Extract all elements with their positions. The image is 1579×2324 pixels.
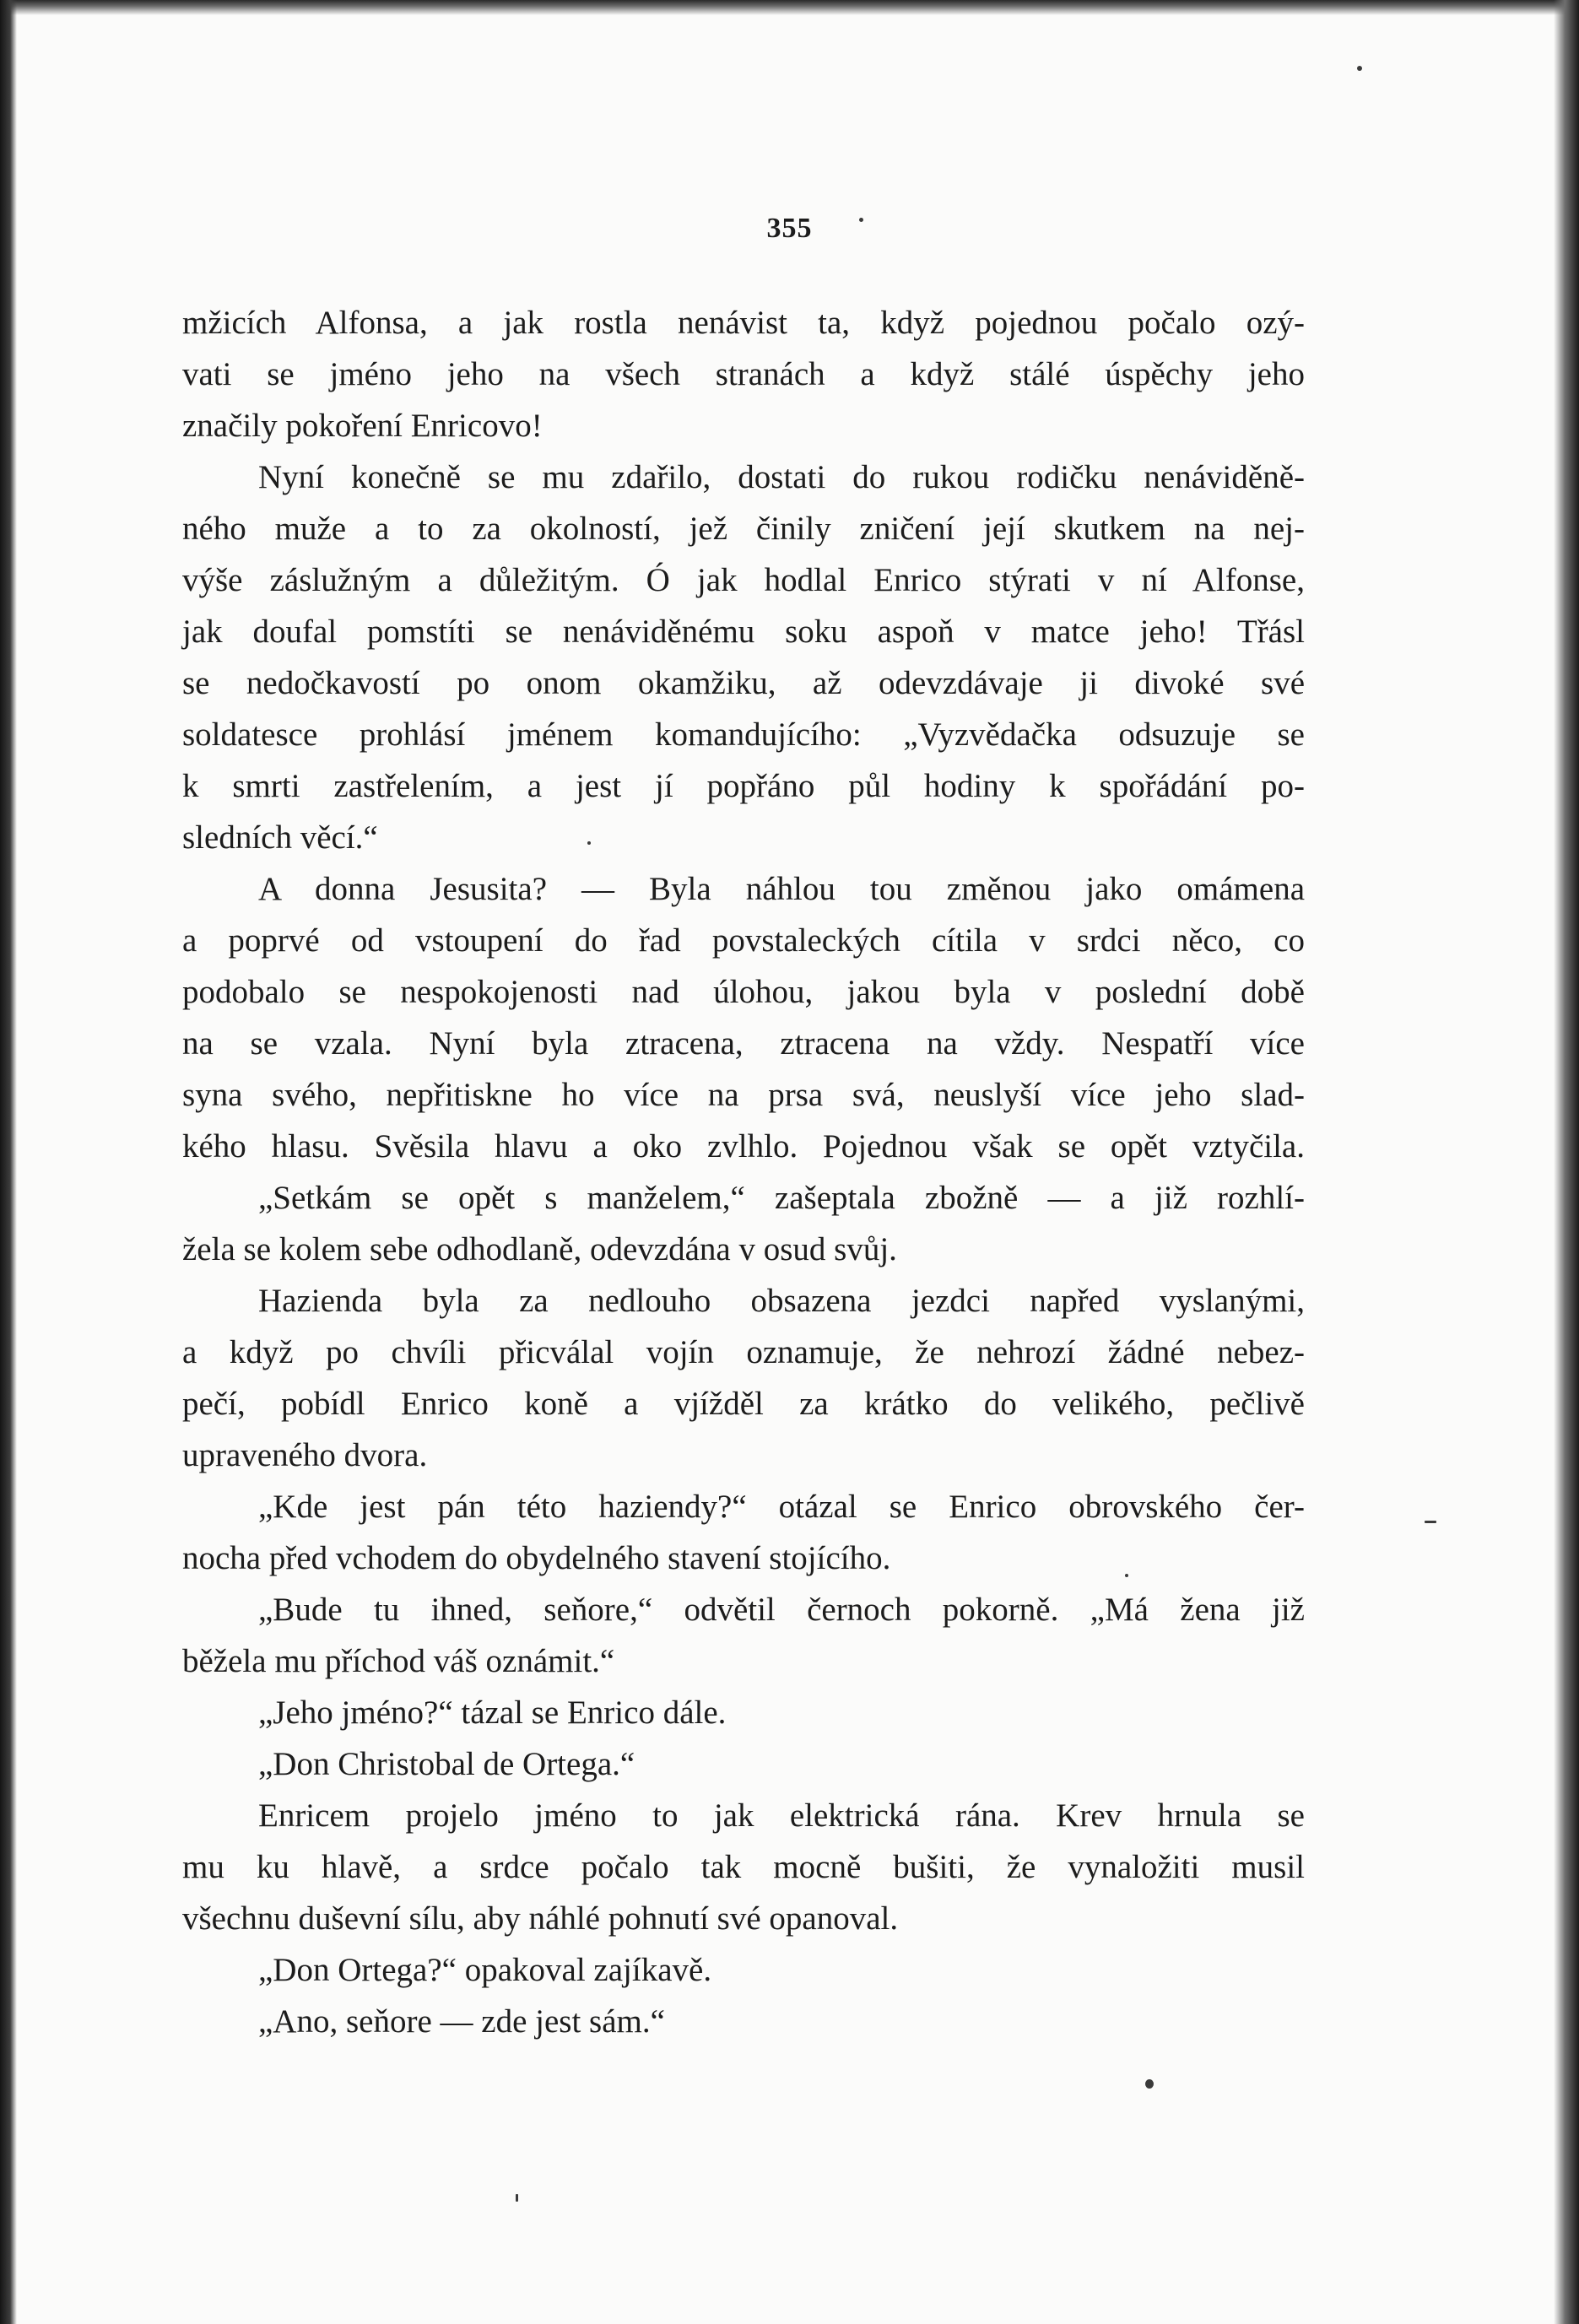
- scan-edge-left: [0, 0, 17, 2324]
- scan-edge-right: [1554, 0, 1579, 2324]
- text-line: soldatesce prohlásí jménem komandujícího: „Vyzvědačka odsuzuje se: [182, 716, 1305, 753]
- page-number: 355: [766, 213, 813, 244]
- body-text: [182, 297, 1305, 2047]
- text-line: na se vzala. Nyní byla ztracena, ztracena na vždy. Nespatří více: [182, 1025, 1305, 1062]
- text-line: syna svého, nepřitiskne ho více na prsa svá, neuslyší více jeho slad-: [182, 1077, 1305, 1113]
- text-line: podobalo se nespokojenosti nad úlohou, jakou byla v poslední době: [182, 974, 1305, 1010]
- text-line: „Kde jest pán této haziendy?“ otázal se Enrico obrovského čer-: [258, 1489, 1305, 1525]
- text-line: Enricem projelo jméno to jak elektrická rána. Krev hrnula se: [258, 1797, 1305, 1834]
- text-line: se nedočkavostí po onom okamžiku, až odevzdávaje ji divoké své: [182, 665, 1305, 701]
- text-line: a poprvé od vstoupení do řad povstaleckých cítila v srdci něco, co: [182, 922, 1305, 959]
- text-line: vati se jméno jeho na všech stranách a když stálé úspěchy jeho: [182, 356, 1305, 392]
- text-line: „Don Christobal de Ortega.“: [258, 1746, 635, 1782]
- text-line: pečí, pobídl Enrico koně a vjížděl za krátko do velikého, pečlivě: [182, 1386, 1305, 1422]
- text-line: Hazienda byla za nedlouho obsazena jezdci napřed vyslanými,: [258, 1283, 1305, 1319]
- text-line: mžicích Alfonsa, a jak rostla nenávist ta, když pojednou počalo ozý-: [182, 305, 1305, 341]
- text-line: k smrti zastřelením, a jest jí popřáno půl hodiny k spořádání po-: [182, 768, 1305, 804]
- text-line: výše záslužným a důležitým. Ó jak hodlal Enrico stýrati v ní Alfonse,: [182, 562, 1305, 598]
- text-line: ného muže a to za okolností, jež činily zničení její skutkem na nej-: [182, 511, 1305, 547]
- text-line: jak doufal pomstíti se nenáviděnému soku aspoň v matce jeho! Třásl: [182, 613, 1305, 650]
- scan-speck: [1145, 2079, 1154, 2089]
- text-line: „Don Ortega?“ opakoval zajíkavě.: [258, 1952, 712, 1988]
- text-line: nocha před vchodem do obydelného stavení stojícího.: [182, 1540, 891, 1576]
- text-line: upraveného dvora.: [182, 1437, 428, 1473]
- scan-speck: [1357, 66, 1362, 71]
- text-line: Nyní konečně se mu zdařilo, dostati do rukou rodičku nenáviděně-: [258, 459, 1305, 495]
- text-line: běžela mu příchod váš oznámit.“: [182, 1643, 615, 1679]
- scan-speck: [1425, 1521, 1436, 1523]
- text-line: žela se kolem sebe odhodlaně, odevzdána v osud svůj.: [182, 1231, 897, 1267]
- text-line: značily pokoření Enricovo!: [182, 408, 543, 444]
- text-line: sledních věcí.“: [182, 819, 378, 856]
- scan-edge-top: [0, 0, 1579, 15]
- text-line: „Ano, seňore — zde jest sám.“: [258, 2003, 665, 2040]
- text-line: všechnu duševní sílu, aby náhlé pohnutí své opanoval.: [182, 1900, 899, 1937]
- text-line: kého hlasu. Svěsila hlavu a oko zvlhlo. Pojednou však se opět vztyčila.: [182, 1128, 1305, 1165]
- text-line: A donna Jesusita? — Byla náhlou tou změnou jako omámena: [258, 871, 1305, 907]
- text-line: a když po chvíli přicválal vojín oznamuje, že nehrozí žádné nebez-: [182, 1334, 1305, 1370]
- scan-speck: [516, 2194, 518, 2202]
- text-line: „Setkám se opět s manželem,“ zašeptala zbožně — a již rozhlí-: [258, 1180, 1305, 1216]
- text-line: „Jeho jméno?“ tázal se Enrico dále.: [258, 1694, 727, 1731]
- text-line: „Bude tu ihned, seňore,“ odvětil černoch pokorně. „Má žena již: [258, 1592, 1305, 1628]
- text-line: mu ku hlavě, a srdce počalo tak mocně bušiti, že vynaložiti musil: [182, 1849, 1305, 1885]
